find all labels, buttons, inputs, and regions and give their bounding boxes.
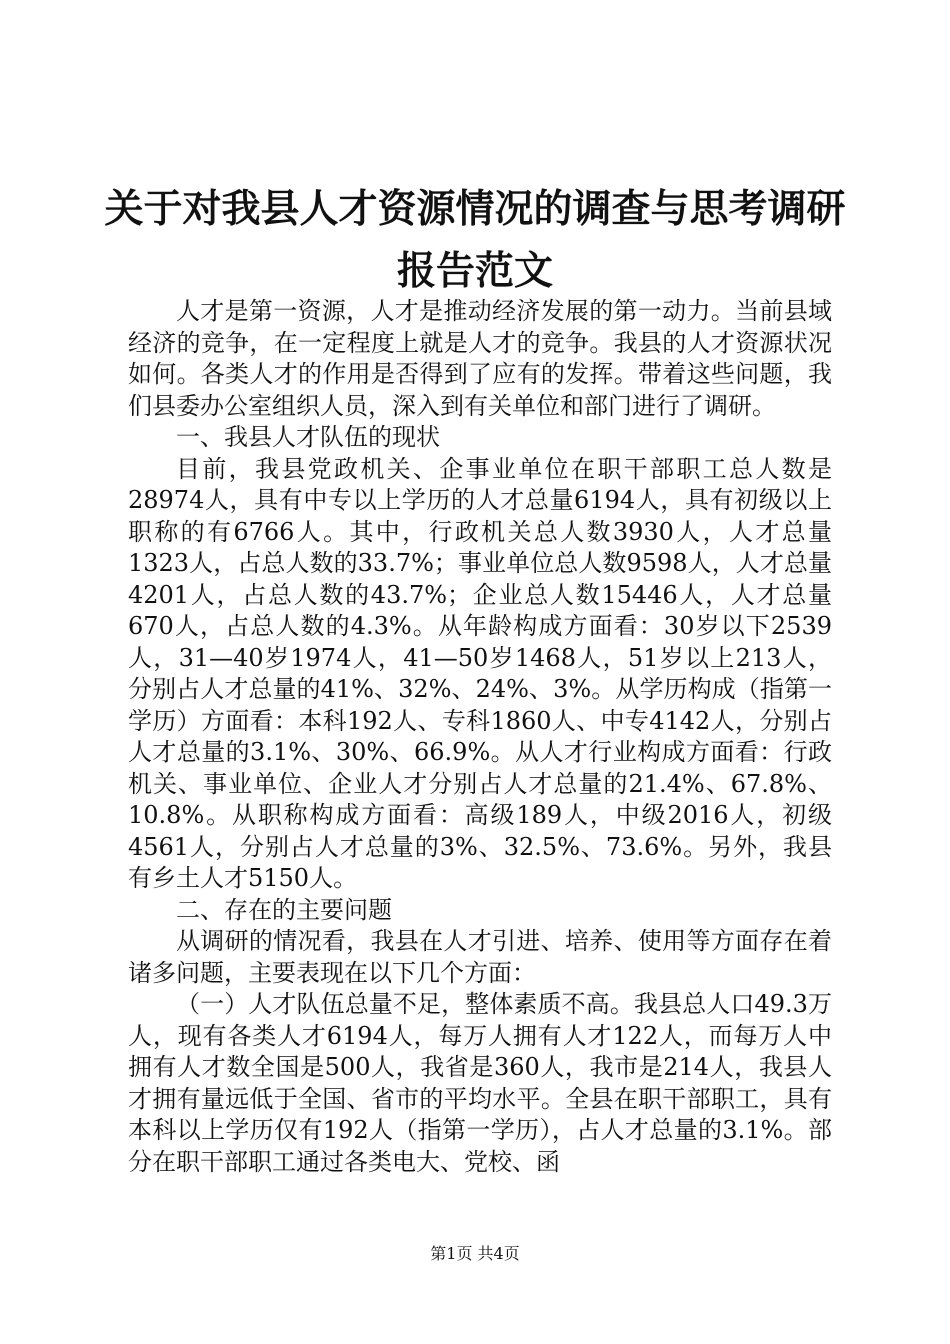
problem-1-paragraph: （一）人才队伍总量不足，整体素质不高。我县总人口49.3万人，现有各类人才6194人，每万人拥有人才122人，而每万人中拥有人才数全国是500人，我省是360人，我市是214人，我县人才拥有量远低于全国、省市的平均水平。全县在职干部职工，具有本科以上学历仅有192人（指第一学历），占人才总量的3.1%。部分在职干部职工通过各类电大、党校、函 xyxy=(128,990,832,1176)
document-body xyxy=(128,296,832,1178)
intro-paragraph: 人才是第一资源，人才是推动经济发展的第一动力。当前县域经济的竞争，在一定程度上就是人才的竞争。我县的人才资源状况如何。各类人才的作用是否得到了应有的发挥。带着这些问题，我们县委办公室组织人员，深入到有关单位和部门进行了调研。 xyxy=(128,297,832,420)
problems-intro-paragraph: 从调研的情况看，我县在人才引进、培养、使用等方面存在着诸多问题，主要表现在以下几个方面： xyxy=(128,927,832,987)
status-paragraph: 目前，我县党政机关、企事业单位在职干部职工总人数是28974人，具有中专以上学历的人才总量6194人，具有初级以上职称的有6766人。其中，行政机关总人数3930人，人才总量1323人，占总人数的33.7%；事业单位总人数9598人，人才总量4201人，占总人数的43.7%；企业总人数15446人，人才总量670人，占总人数的4.3%。从年龄构成方面看：30岁以下2539人，31—40岁1974人，41—50岁1468人，51岁以上213人，分别占人才总量的41%、32%、24%、3%。从学历构成（指第一学历）方面看：本科192人、专科1860人、中专4142人，分别占人才总量的3.1%、30%、66.9%。从人才行业构成方面看：行政机关、事业单位、企业人才分别占人才总量的21.4%、67.8%、10.8%。从职称构成方面看：高级189人，中级2016人，初级4561人，分别占人才总量的3%、32.5%、73.6%。另外，我县有乡土人才5150人。 xyxy=(128,454,832,892)
document-title: 关于对我县人才资源情况的调查与思考调研报告范文 xyxy=(104,186,846,294)
page-footer: 第1页 共4页 xyxy=(430,1244,520,1263)
section-heading-2: 二、存在的主要问题 xyxy=(176,895,392,924)
section-heading-1: 一、我县人才队伍的现状 xyxy=(176,423,440,451)
